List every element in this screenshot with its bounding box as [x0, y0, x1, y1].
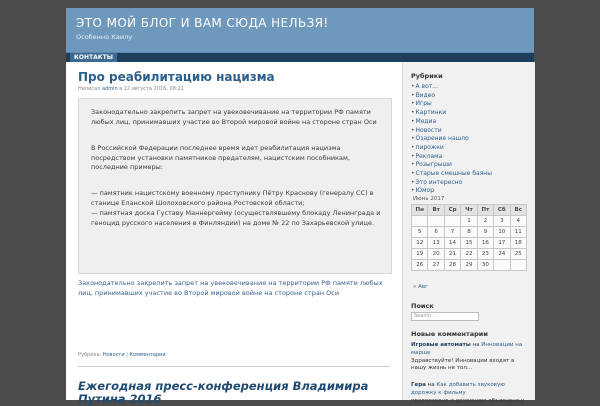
calendar-day: 6 [428, 227, 444, 238]
category-item[interactable]: •Старые смешные баяны [411, 170, 492, 178]
page-wrapper [66, 8, 534, 406]
post-title[interactable]: Про реабилитацию нацизма [78, 70, 275, 84]
calendar-day: 2 [477, 216, 493, 227]
calendar-day: 26 [412, 260, 428, 271]
main-content [66, 62, 402, 406]
calendar-day: 23 [477, 249, 493, 260]
category-item[interactable]: •Игры [411, 100, 432, 108]
comment-on-text: на [472, 342, 480, 348]
recent-comments-heading: Новые комментарии [411, 330, 488, 338]
calendar-day-header: Ср [444, 205, 460, 216]
calendar-day: 10 [494, 227, 510, 238]
calendar-day: 1 [461, 216, 477, 227]
category-item[interactable]: •Видео [411, 91, 436, 99]
calendar-day: 29 [461, 260, 477, 271]
category-item[interactable]: •Юмор [411, 187, 435, 195]
nav-tab-contacts[interactable]: КОНТАКТЫ [70, 53, 117, 62]
calendar-day [510, 260, 526, 271]
category-item[interactable]: •пирожки [411, 143, 444, 151]
quote-paragraph: — памятник нацистскому военному преступнику Пётру Краснову (генералу СС) в станице Еланской Шолоховского района Ростовской области; [91, 189, 374, 207]
post-author-link[interactable]: admin [101, 86, 118, 92]
comment-post-link[interactable]: Как добавить звуковую дорожку к фильму [411, 382, 505, 396]
calendar-day-header: Пн [412, 205, 428, 216]
calendar-day-header: Чт [461, 205, 477, 216]
calendar-day: 11 [510, 227, 526, 238]
sidebar [402, 62, 535, 404]
comments-link[interactable]: Комментарии [129, 352, 166, 358]
comment-author-link[interactable]: Гера [411, 382, 426, 388]
categories-list [411, 83, 492, 196]
calendar-day: 15 [461, 238, 477, 249]
site-header [66, 8, 534, 53]
calendar [411, 204, 527, 271]
quote-paragraph: В Российской Федерации последнее время идет реабилитация нацизма посредством установки памятников предателям, нацистским пособникам, последние примеры: [91, 144, 350, 171]
calendar-day: 18 [510, 238, 526, 249]
post-blockquote [78, 98, 392, 274]
category-item[interactable]: •Картинки [411, 109, 447, 117]
calendar-day: 12 [412, 238, 428, 249]
post-footer [78, 352, 166, 358]
calendar-day: 22 [461, 249, 477, 260]
recent-comment [411, 342, 531, 373]
search-heading: Поиск [411, 302, 434, 310]
calendar-day: 8 [461, 227, 477, 238]
calendar-day-header: Сб [494, 205, 510, 216]
calendar-day-header: Пт [477, 205, 493, 216]
calendar-prev-link[interactable]: « Авг [413, 284, 429, 290]
category-item[interactable]: •Розыгрыши [411, 161, 452, 169]
category-item[interactable]: •А вот... [411, 83, 438, 90]
quote-paragraph: Законодательно закрепить запрет на увековечивание на территории РФ памяти любых лиц, принимавших участие во Второй мировой войне на стороне стран Оси [91, 108, 377, 126]
blog-description: Особенно Каилу [76, 33, 133, 41]
comment-excerpt: Здравствуйте! Инновации входят в нашу жизнь не тол... [411, 357, 515, 372]
calendar-day: 19 [412, 249, 428, 260]
calendar-day-header: Вт [428, 205, 444, 216]
post-body: Законодательно закрепить запрет на увековечивание на территории РФ памяти любых лиц, принимавших участие во Второй мировой войне на стороне стран Оси [78, 279, 383, 297]
category-link[interactable]: Новости [102, 352, 125, 358]
footer-separator: | [126, 352, 128, 358]
calendar-day: 13 [428, 238, 444, 249]
calendar-day: 17 [494, 238, 510, 249]
recent-comment [411, 382, 531, 405]
calendar-day-header: Вс [510, 205, 526, 216]
comment-on-text: на [427, 382, 435, 388]
category-item[interactable]: •Озарение нашло [411, 135, 469, 143]
calendar-day: 16 [477, 238, 493, 249]
calendar-day: 9 [477, 227, 493, 238]
calendar-day [494, 260, 510, 271]
post-title[interactable]: Ежегодная пресс-конференция Владимира Путина 2016 [78, 379, 369, 406]
calendar-day: 7 [444, 227, 460, 238]
calendar-day: 5 [412, 227, 428, 238]
comment-author-link[interactable]: Игровые автоматы [411, 342, 471, 348]
calendar-day: 21 [444, 249, 460, 260]
category-item[interactable]: •Реклама [411, 152, 443, 160]
calendar-day [444, 216, 460, 227]
categories-heading: Рубрики [411, 72, 443, 80]
post-meta [78, 86, 184, 92]
quote-paragraph: — памятная доска Густаву Маннергейму (осуществлявшему блокаду Ленинграда и геноцид русского населения в Финляндии) на доме № 22 по Захарьевской улице. [91, 209, 381, 227]
search-input[interactable]: Search ... [411, 312, 479, 321]
calendar-day: 27 [428, 260, 444, 271]
calendar-day: 4 [510, 216, 526, 227]
calendar-day: 14 [444, 238, 460, 249]
footer-prefix: Рубрика: [78, 352, 102, 358]
calendar-caption: Июнь 2017 [413, 196, 445, 202]
calendar-day [428, 216, 444, 227]
category-item[interactable]: •Это интересно [411, 178, 463, 186]
nav-bar [66, 53, 534, 62]
comment-post-link[interactable]: Инновации на марше [411, 342, 523, 356]
category-item[interactable]: •Новости [411, 126, 442, 134]
meta-prefix: Написал [78, 86, 101, 92]
calendar-day: 24 [494, 249, 510, 260]
calendar-day: 30 [477, 260, 493, 271]
calendar-day: 20 [428, 249, 444, 260]
calendar-day: 28 [444, 260, 460, 271]
post-date: в 12 августа 2016, 08:21 [119, 86, 184, 92]
blog-title[interactable]: ЭТО МОЙ БЛОГ И ВАМ СЮДА НЕЛЬЗЯ! [76, 16, 329, 30]
comment-excerpt: превосходно и доходчиво объяснено,у [411, 397, 525, 404]
category-item[interactable]: •Медиа [411, 117, 437, 125]
post-divider [78, 366, 390, 367]
calendar-day [412, 216, 428, 227]
calendar-day: 25 [510, 249, 526, 260]
calendar-day: 3 [494, 216, 510, 227]
